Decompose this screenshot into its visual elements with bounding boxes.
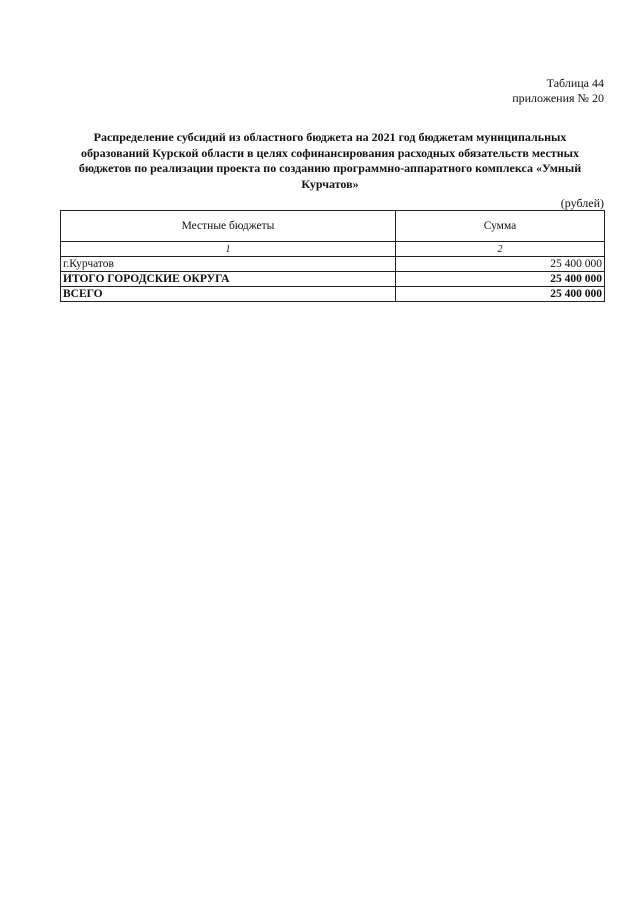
appendix-reference: приложения № 20 [512,91,604,105]
budget-table [60,210,605,302]
row-amount: 25 400 000 [396,257,605,272]
table-reference: Таблица 44 [546,76,604,90]
column-header-budgets: Местные бюджеты [61,211,396,242]
document-header [512,76,604,106]
table-row-subtotal [61,272,605,287]
column-header-amount: Сумма [396,211,605,242]
column-number-2: 2 [396,242,605,257]
column-number-1: 1 [61,242,396,257]
row-amount: 25 400 000 [396,272,605,287]
table-row-total [61,287,605,302]
document-title: Распределение субсидий из областного бюджета на 2021 год бюджетам муниципальных образований Курской области в целях софинансирования расходных обязательств местных бюджетов по реализации проекта по созданию программно-аппаратного комплекса «Умный Курчатов» [78,130,582,191]
row-name: ВСЕГО [61,287,396,302]
row-name: ИТОГО ГОРОДСКИЕ ОКРУГА [61,272,396,287]
row-name: г.Курчатов [61,257,396,272]
table-row [61,257,605,272]
column-number-row [61,242,605,257]
table-header-row [61,211,605,242]
row-amount: 25 400 000 [396,287,605,302]
units-label: (рублей) [560,196,604,210]
